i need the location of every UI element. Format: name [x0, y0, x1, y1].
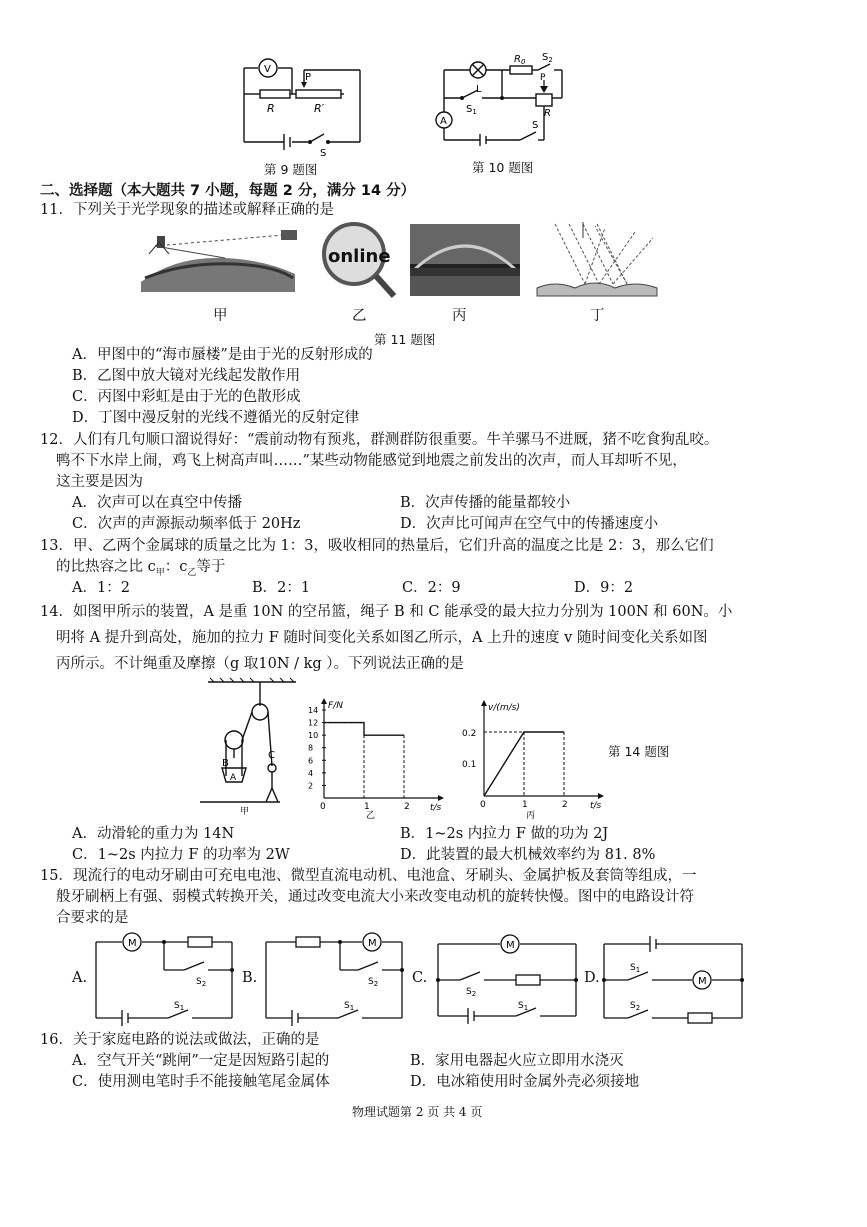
q16-option-d: D．电冰箱使用时金属外壳必须接地	[410, 1074, 640, 1090]
svg-text:M: M	[698, 976, 707, 987]
q12-option-a: A．次声可以在真空中传播	[72, 495, 242, 511]
r0-sub: 0	[520, 58, 526, 66]
svg-text:R0	[514, 54, 526, 66]
switch-s-label: S	[320, 148, 327, 159]
svg-text:S2: $S_2$	[368, 977, 379, 988]
q11-label-ding: 丁	[590, 308, 605, 324]
q11-option-b: B．乙图中放大镜对光线起发散作用	[72, 368, 301, 384]
ft-x-axis-label: t/s	[430, 803, 442, 813]
ft-y-tick-12: 12	[308, 718, 319, 728]
q14-pulley-apparatus	[200, 676, 300, 816]
q13-option-d: D．9：2	[574, 580, 634, 596]
q11-magnifier-image	[318, 218, 398, 300]
rope-b-label: B	[222, 758, 229, 769]
vt-x-tick-0: 0	[480, 800, 486, 810]
vt-x-axis-label: t/s	[590, 801, 602, 811]
s2-sub: 2	[548, 56, 553, 64]
basket-a-label: A	[230, 773, 237, 783]
fig-yi-label: 乙	[366, 811, 376, 821]
s2-label: S	[542, 52, 549, 63]
page-footer: 物理试题第 2 页 共 4 页	[352, 1105, 483, 1119]
svg-text:S1: $S_1$	[174, 1001, 185, 1012]
ft-x-tick-0: 0	[320, 802, 326, 812]
fig10-caption: 第 10 题图	[472, 160, 534, 175]
svg-text:M: M	[128, 938, 137, 949]
q15-circuit-a	[92, 928, 240, 1024]
q13-option-b: B．2：1	[252, 580, 311, 596]
q11-label-jia: 甲	[213, 308, 228, 324]
q13-option-c: C．2：9	[402, 580, 461, 596]
s1-sub: 1	[472, 108, 477, 116]
vt-x-tick-1: 1	[522, 800, 528, 810]
online-word: online	[328, 246, 391, 267]
q15-line3: 合要求的是	[56, 910, 129, 926]
q12-line1: 12．人们有几句顺口溜说得好：“震前动物有预兆，群测群防很重要。牛羊骡马不进厩，猪不吃食狗乱咬。	[40, 432, 719, 448]
resistor-r-label: R	[267, 102, 275, 115]
fig9-circuit	[232, 52, 372, 157]
q11-option-a: A．甲图中的“海市蜃楼”是由于光的反射形成的	[72, 347, 373, 363]
q14-line1: 14．如图甲所示的装置，A 是重 10N 的空吊篮，绳子 B 和 C 能承受的最大拉力分别为 100N 和 60N。小	[40, 604, 733, 620]
q11-stem: 11．下列关于光学现象的描述或解释正确的是	[40, 202, 334, 218]
ammeter-label: A	[440, 116, 447, 127]
svg-text:S1	[466, 104, 477, 116]
svg-text:M: M	[506, 940, 515, 951]
q11-option-c: C．丙图中彩虹是由于光的色散形成	[72, 389, 301, 405]
vt-y-axis-label: v/(m/s)	[488, 703, 520, 713]
fig10-circuit	[432, 48, 577, 156]
ft-y-tick-6: 6	[308, 756, 314, 766]
svg-text:S2	[542, 52, 553, 64]
q11-rainbow-image	[410, 224, 520, 296]
q16-stem: 16．关于家庭电路的说法或做法，正确的是	[40, 1032, 320, 1048]
fig9-caption: 第 9 题图	[264, 162, 318, 177]
q14-option-d: D．此装置的最大机械效率约为 81. 8%	[400, 847, 656, 863]
ft-y-axis-label: F/N	[328, 701, 343, 711]
q15-circuit-b	[262, 928, 410, 1024]
vt-x-tick-2: 2	[562, 800, 568, 810]
svg-text:S1: $S_1$	[518, 1001, 529, 1012]
q11-option-d: D．丁图中漫反射的光线不遵循光的反射定律	[72, 410, 360, 426]
vt-y-tick-0.2: 0.2	[462, 729, 477, 739]
q15-line1: 15．现流行的电动牙刷由可充电电池、微型直流电动机、电池盒、牙刷头、金属护板及套筒等组成，一	[40, 868, 697, 884]
slider-p-label: P	[305, 72, 312, 83]
q14-force-time-chart	[300, 696, 450, 821]
svg-text:S2: $S_2$	[466, 987, 477, 998]
switch-s10-label: S	[532, 120, 539, 131]
q11-diffuse-reflection-image	[535, 218, 660, 298]
svg-text:S1: $S_1$	[344, 1001, 355, 1012]
resistor-r10-label: R	[544, 108, 551, 119]
svg-text:S2: $S_2$	[196, 977, 207, 988]
ft-x-tick-1: 1	[364, 802, 370, 812]
q14-option-b: B．1~2s 内拉力 F 做的功为 2J	[400, 826, 609, 842]
ft-y-tick-14: 14	[308, 706, 319, 715]
q12-option-b: B．次声传播的能量都较小	[400, 495, 571, 511]
q14-option-a: A．动滑轮的重力为 14N	[72, 826, 235, 842]
q15-option-b-letter: B.	[242, 970, 258, 986]
q14-option-c: C．1~2s 内拉力 F 的功率为 2W	[72, 847, 290, 863]
q15-option-c-letter: C.	[412, 970, 428, 986]
ft-y-ticks	[308, 706, 326, 790]
r0-label: R	[514, 54, 521, 65]
ft-y-tick-10: 10	[308, 731, 319, 741]
s1-label: S	[466, 104, 473, 115]
q12-line3: 这主要是因为	[56, 474, 143, 490]
q14-velocity-time-chart	[460, 700, 610, 821]
q15-circuit-d	[600, 932, 750, 1024]
q13-line1: 13．甲、乙两个金属球的质量之比为 1：3，吸收相同的热量后，它们升高的温度之比是 2：3，那么它们	[40, 538, 714, 554]
q11-mirage-image	[135, 222, 305, 298]
q16-option-c: C．使用测电笔时手不能接触笔尾金属体	[72, 1074, 330, 1090]
q16-option-a: A．空气开关“跳闸”一定是因短路引起的	[72, 1053, 330, 1069]
q14-line3: 丙所示。不计绳重及摩擦（g 取10N / kg ）。下列说法正确的是	[56, 656, 465, 672]
q11-label-bing: 丙	[452, 308, 467, 324]
ft-x-tick-2: 2	[404, 802, 410, 812]
q14-line2: 明将 A 提升到高处，施加的拉力 F 随时间变化关系如图乙所示，A 上升的速度 v 随时间变化关系如图	[56, 630, 708, 646]
q12-line2: 鸭不下水岸上闹，鸡飞上树高声叫……”某些动物能感觉到地震之前发出的次声，而人耳却听不见，	[56, 453, 687, 469]
rope-c-label: C	[268, 750, 275, 761]
q15-option-d-letter: D.	[584, 970, 600, 986]
ft-y-tick-2: 2	[308, 781, 314, 791]
q15-circuit-c	[432, 930, 582, 1024]
q11-caption: 第 11 题图	[374, 332, 436, 347]
resistor-rprime-label: R′	[314, 102, 325, 115]
q12-option-c: C．次声的声源振动频率低于 20Hz	[72, 516, 301, 532]
ft-y-tick-4: 4	[308, 768, 314, 778]
q13-option-a: A．1：2	[72, 580, 130, 596]
fig-bing-label: 丙	[526, 811, 536, 821]
q13-line2: 的比热容之比 $c_甲$：$c_乙$等于	[56, 559, 226, 578]
section-title: 二、选择题（本大题共 7 小题，每题 2 分，满分 14 分）	[40, 183, 416, 199]
svg-text:S2: $S_2$	[630, 1001, 641, 1012]
q16-option-b: B．家用电器起火应立即用水浇灭	[410, 1053, 624, 1069]
svg-text:M: M	[368, 938, 377, 949]
q14-caption: 第 14 题图	[608, 744, 670, 759]
lamp-l-label: L	[476, 84, 482, 95]
vt-y-tick-0.1: 0.1	[462, 760, 477, 770]
q12-option-d: D．次声比可闻声在空气中的传播速度小	[400, 516, 659, 532]
ft-y-tick-8: 8	[308, 743, 314, 753]
q15-line2: 般牙刷柄上有强、弱模式转换开关，通过改变电流大小来改变电动机的旋转快慢。图中的电路设计符	[56, 889, 694, 905]
slider-p10-label: P	[540, 73, 546, 83]
voltmeter-label: V	[264, 64, 271, 75]
svg-text:S1: $S_1$	[630, 963, 641, 974]
force-series-line	[324, 723, 404, 736]
q11-label-yi: 乙	[352, 308, 367, 324]
fig-jia-label: 甲	[240, 807, 250, 817]
q15-option-a-letter: A.	[72, 970, 88, 986]
